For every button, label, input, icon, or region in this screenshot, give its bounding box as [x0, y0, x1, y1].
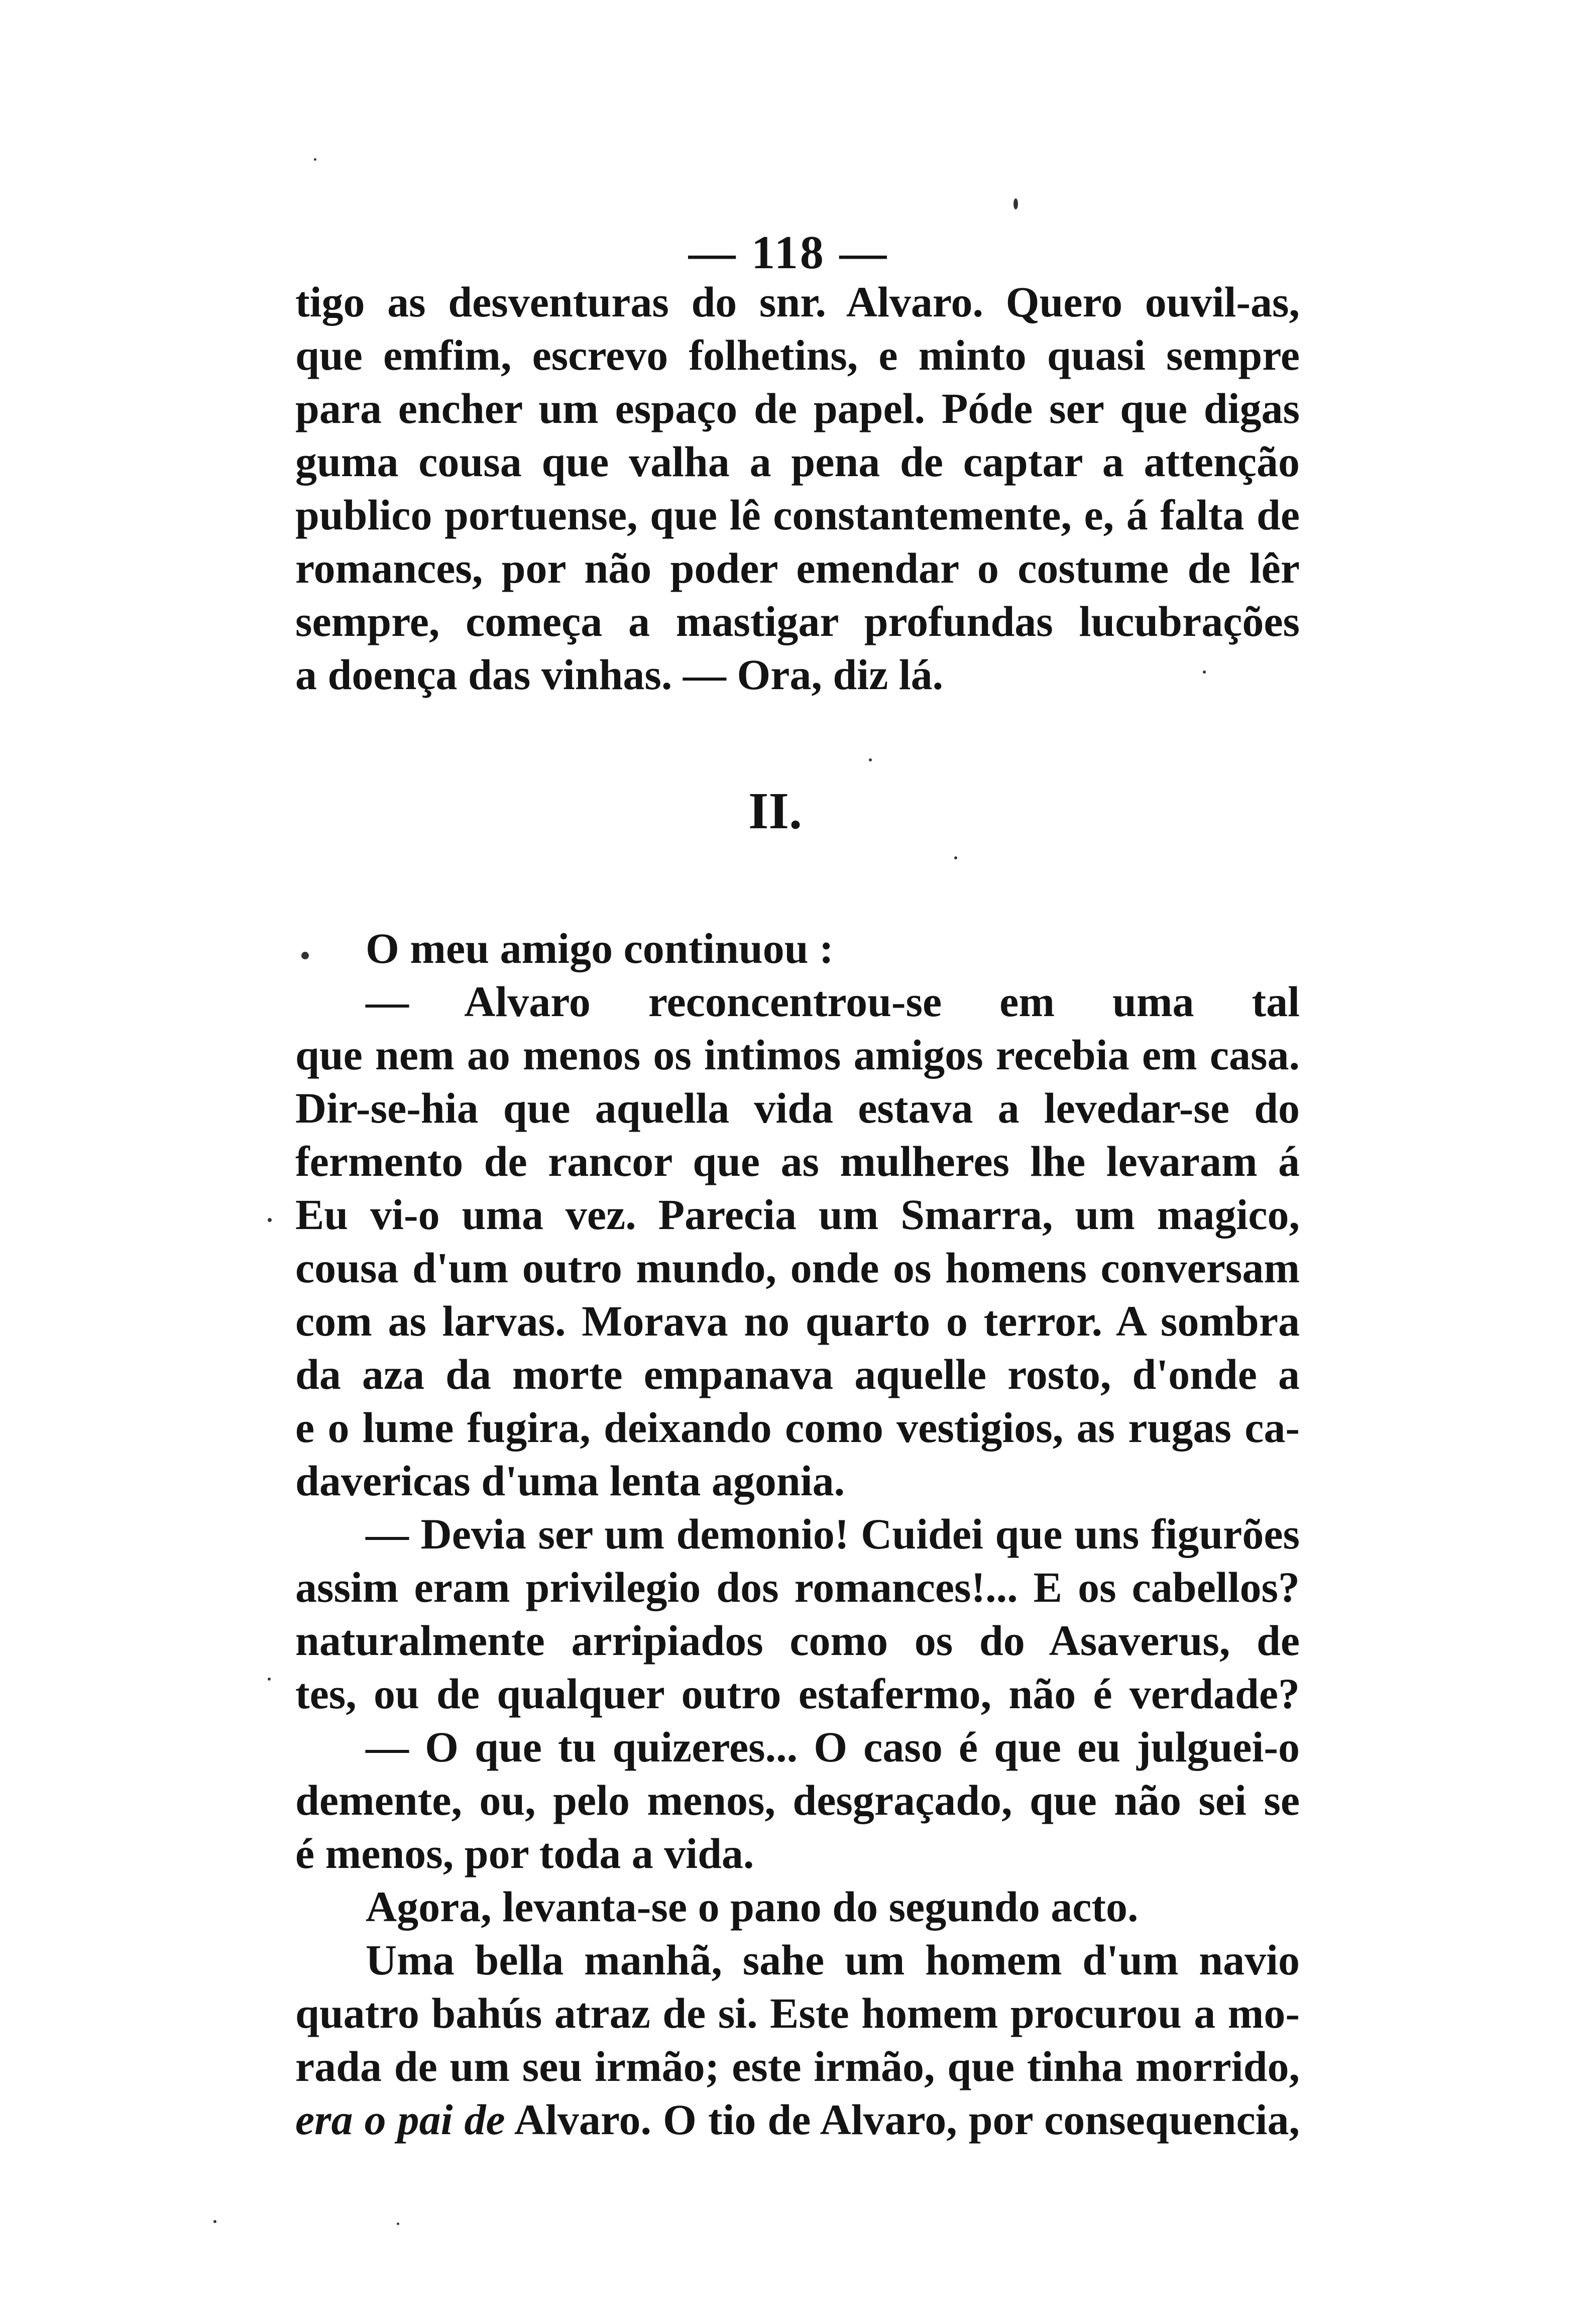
print-speck — [869, 758, 872, 761]
text-line: assim eram privilegio dos romances!... E os cabellos? — [295, 1563, 1300, 1611]
page-number: — 118 — — [688, 227, 889, 279]
text-line: Agora, levanta-se o pano do segundo acto. — [366, 1883, 1139, 1931]
paragraph-continuation — [295, 275, 1300, 701]
print-speck — [314, 158, 316, 161]
text-line: da aza da morte empanava aquelle rosto, d'onde a — [295, 1350, 1300, 1398]
print-speck — [301, 952, 309, 959]
print-speck — [213, 2220, 216, 2223]
text-line: — Alvaro reconcentrou-se em uma tal — [366, 977, 1300, 1026]
text-line: com as larvas. Morava no quarto o terror. A sombra — [295, 1297, 1300, 1345]
text-line: sempre, começa a mastigar profundas lucubrações — [295, 597, 1300, 645]
text-line: — O que tu quizeres... O caso é que eu julguei-o — [366, 1723, 1300, 1771]
text-line: fermento de rancor que as mulheres lhe levaram á — [295, 1137, 1300, 1185]
text-line: Uma bella manhã, sahe um homem d'um navio — [366, 1936, 1300, 1984]
text-line: tes, ou de qualquer outro estafermo, não é verdade? — [295, 1670, 1300, 1718]
print-speck — [1203, 671, 1206, 674]
text-line: que nem ao menos os intimos amigos recebia em casa. — [295, 1031, 1300, 1079]
section-body — [295, 922, 1300, 2146]
text-line: — Devia ser um demonio! Cuidei que uns figurões — [366, 1510, 1300, 1558]
text-line-rest: Alvaro. O tio de Alvaro, por consequencia, — [505, 2095, 1300, 2144]
text-line: romances, por não poder emendar o costume de lêr — [295, 544, 1300, 592]
text-line: naturalmente arripiados como os do Asaverus, de — [295, 1616, 1300, 1665]
text-line-last — [295, 2093, 1300, 2146]
print-speck — [954, 856, 957, 859]
section-heading: II. — [748, 782, 802, 840]
text-line: é menos, por toda a vida. — [295, 1829, 754, 1877]
text-line: tigo as desventuras do snr. Alvaro. Quero ouvil-as, — [295, 278, 1300, 326]
text-line: cousa d'um outro mundo, onde os homens conversam — [295, 1244, 1300, 1292]
text-line: guma cousa que valha a pena de captar a attenção — [295, 437, 1300, 486]
text-line: Eu vi-o uma vez. Parecia um Smarra, um magico, — [295, 1190, 1300, 1239]
print-speck — [268, 1678, 271, 1681]
text-line: e o lume fugira, deixando como vestigios, as rugas ca- — [295, 1403, 1300, 1452]
text-line: publico portuense, que lê constantemente, e, á falta de — [295, 491, 1300, 539]
text-line: para encher um espaço de papel. Póde ser que digas — [295, 384, 1300, 432]
text-line: rada de um seu irmão; este irmão, que tinha morrido, — [295, 2042, 1300, 2090]
text-line: que emfim, escrevo folhetins, e minto quasi sempre — [295, 331, 1300, 379]
text-line: quatro bahús atraz de si. Este homem procurou a mo- — [295, 1989, 1300, 2037]
text-line: davericas d'uma lenta agonia. — [295, 1457, 845, 1505]
text-line: O meu amigo continuou : — [366, 924, 834, 972]
print-speck — [268, 1218, 272, 1222]
print-speck — [397, 2223, 399, 2225]
italic-phrase: era o pai de — [295, 2095, 505, 2144]
text-line: Dir-se-hia que aquella vida estava a levedar-se do — [295, 1084, 1300, 1132]
text-line: demente, ou, pelo menos, desgraçado, que não sei se — [295, 1776, 1300, 1824]
print-speck — [1013, 198, 1018, 209]
text-line: a doença das vinhas. — Ora, diz lá. — [295, 650, 944, 699]
